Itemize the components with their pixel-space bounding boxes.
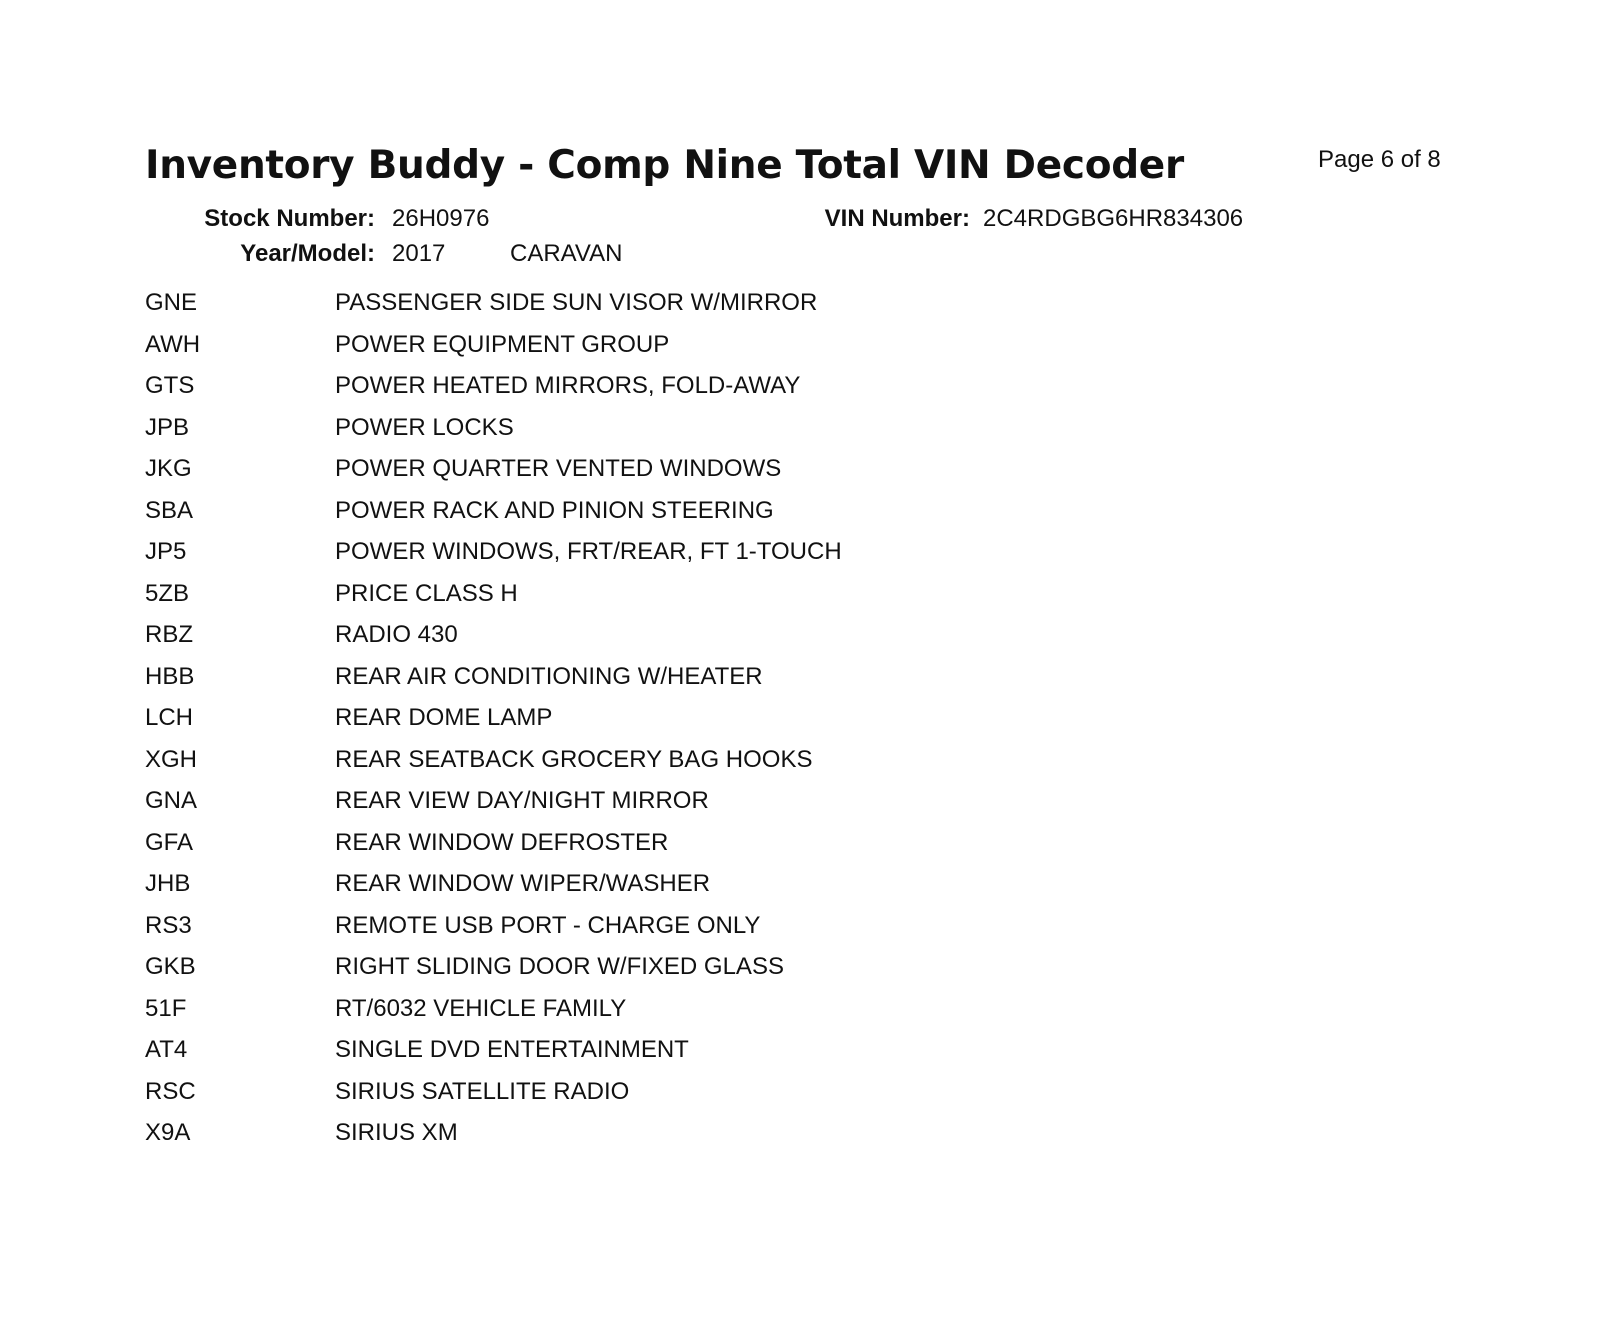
option-description: POWER HEATED MIRRORS, FOLD-AWAY: [335, 372, 801, 399]
option-description: REAR AIR CONDITIONING W/HEATER: [335, 662, 763, 690]
option-code: GKB: [145, 953, 196, 980]
option-description: PRICE CLASS H: [335, 579, 518, 607]
option-code: AT4: [145, 1036, 188, 1063]
option-code: AWH: [145, 330, 201, 358]
option-code: LCH: [145, 704, 194, 731]
option-description: POWER LOCKS: [335, 413, 514, 441]
option-code: JPB: [145, 413, 190, 441]
option-code: SBA: [145, 496, 194, 524]
model-value: CARAVAN: [510, 240, 623, 267]
option-code: RBZ: [145, 621, 193, 648]
option-code: JHB: [145, 870, 191, 897]
option-description: SINGLE DVD ENTERTAINMENT: [335, 1036, 689, 1063]
option-code: RSC: [145, 1077, 196, 1105]
option-description: REAR DOME LAMP: [335, 704, 553, 731]
report-title: Inventory Buddy - Comp Nine Total VIN Decoder: [145, 143, 1184, 188]
vin-number-value: 2C4RDGBG6HR834306: [983, 205, 1244, 232]
option-code: RS3: [145, 911, 192, 939]
option-code: GTS: [145, 372, 195, 399]
vin-number-label: VIN Number:: [824, 205, 970, 232]
page-number: Page 6 of 8: [1318, 146, 1441, 173]
option-code: XGH: [145, 745, 198, 773]
option-code: JKG: [145, 455, 192, 482]
option-description: REAR VIEW DAY/NIGHT MIRROR: [335, 787, 709, 814]
option-code: X9A: [145, 1119, 191, 1146]
option-code: HBB: [145, 662, 195, 690]
option-description: RT/6032 VEHICLE FAMILY: [335, 994, 627, 1022]
option-description: POWER WINDOWS, FRT/REAR, FT 1-TOUCH: [335, 538, 842, 565]
option-description: REAR SEATBACK GROCERY BAG HOOKS: [335, 745, 813, 773]
option-description: REAR WINDOW DEFROSTER: [335, 828, 669, 856]
stock-number-value: 26H0976: [392, 205, 490, 232]
option-description: POWER EQUIPMENT GROUP: [335, 330, 670, 358]
option-description: POWER QUARTER VENTED WINDOWS: [335, 455, 782, 482]
option-description: REAR WINDOW WIPER/WASHER: [335, 870, 711, 897]
year-value: 2017: [392, 240, 446, 267]
option-description: RADIO 430: [335, 621, 458, 648]
option-code: JP5: [145, 538, 187, 565]
option-description: POWER RACK AND PINION STEERING: [335, 496, 774, 524]
option-code: GNA: [145, 787, 198, 814]
option-code: GFA: [145, 828, 194, 856]
option-description: SIRIUS XM: [335, 1119, 458, 1146]
option-description: SIRIUS SATELLITE RADIO: [335, 1077, 630, 1105]
option-code: 51F: [145, 994, 187, 1022]
option-description: PASSENGER SIDE SUN VISOR W/MIRROR: [335, 289, 818, 316]
option-code: GNE: [145, 289, 198, 316]
option-description: REMOTE USB PORT - CHARGE ONLY: [335, 911, 761, 939]
option-code: 5ZB: [145, 579, 190, 607]
stock-number-label: Stock Number:: [204, 205, 375, 232]
option-description: RIGHT SLIDING DOOR W/FIXED GLASS: [335, 953, 784, 980]
year-model-label: Year/Model:: [240, 240, 375, 267]
